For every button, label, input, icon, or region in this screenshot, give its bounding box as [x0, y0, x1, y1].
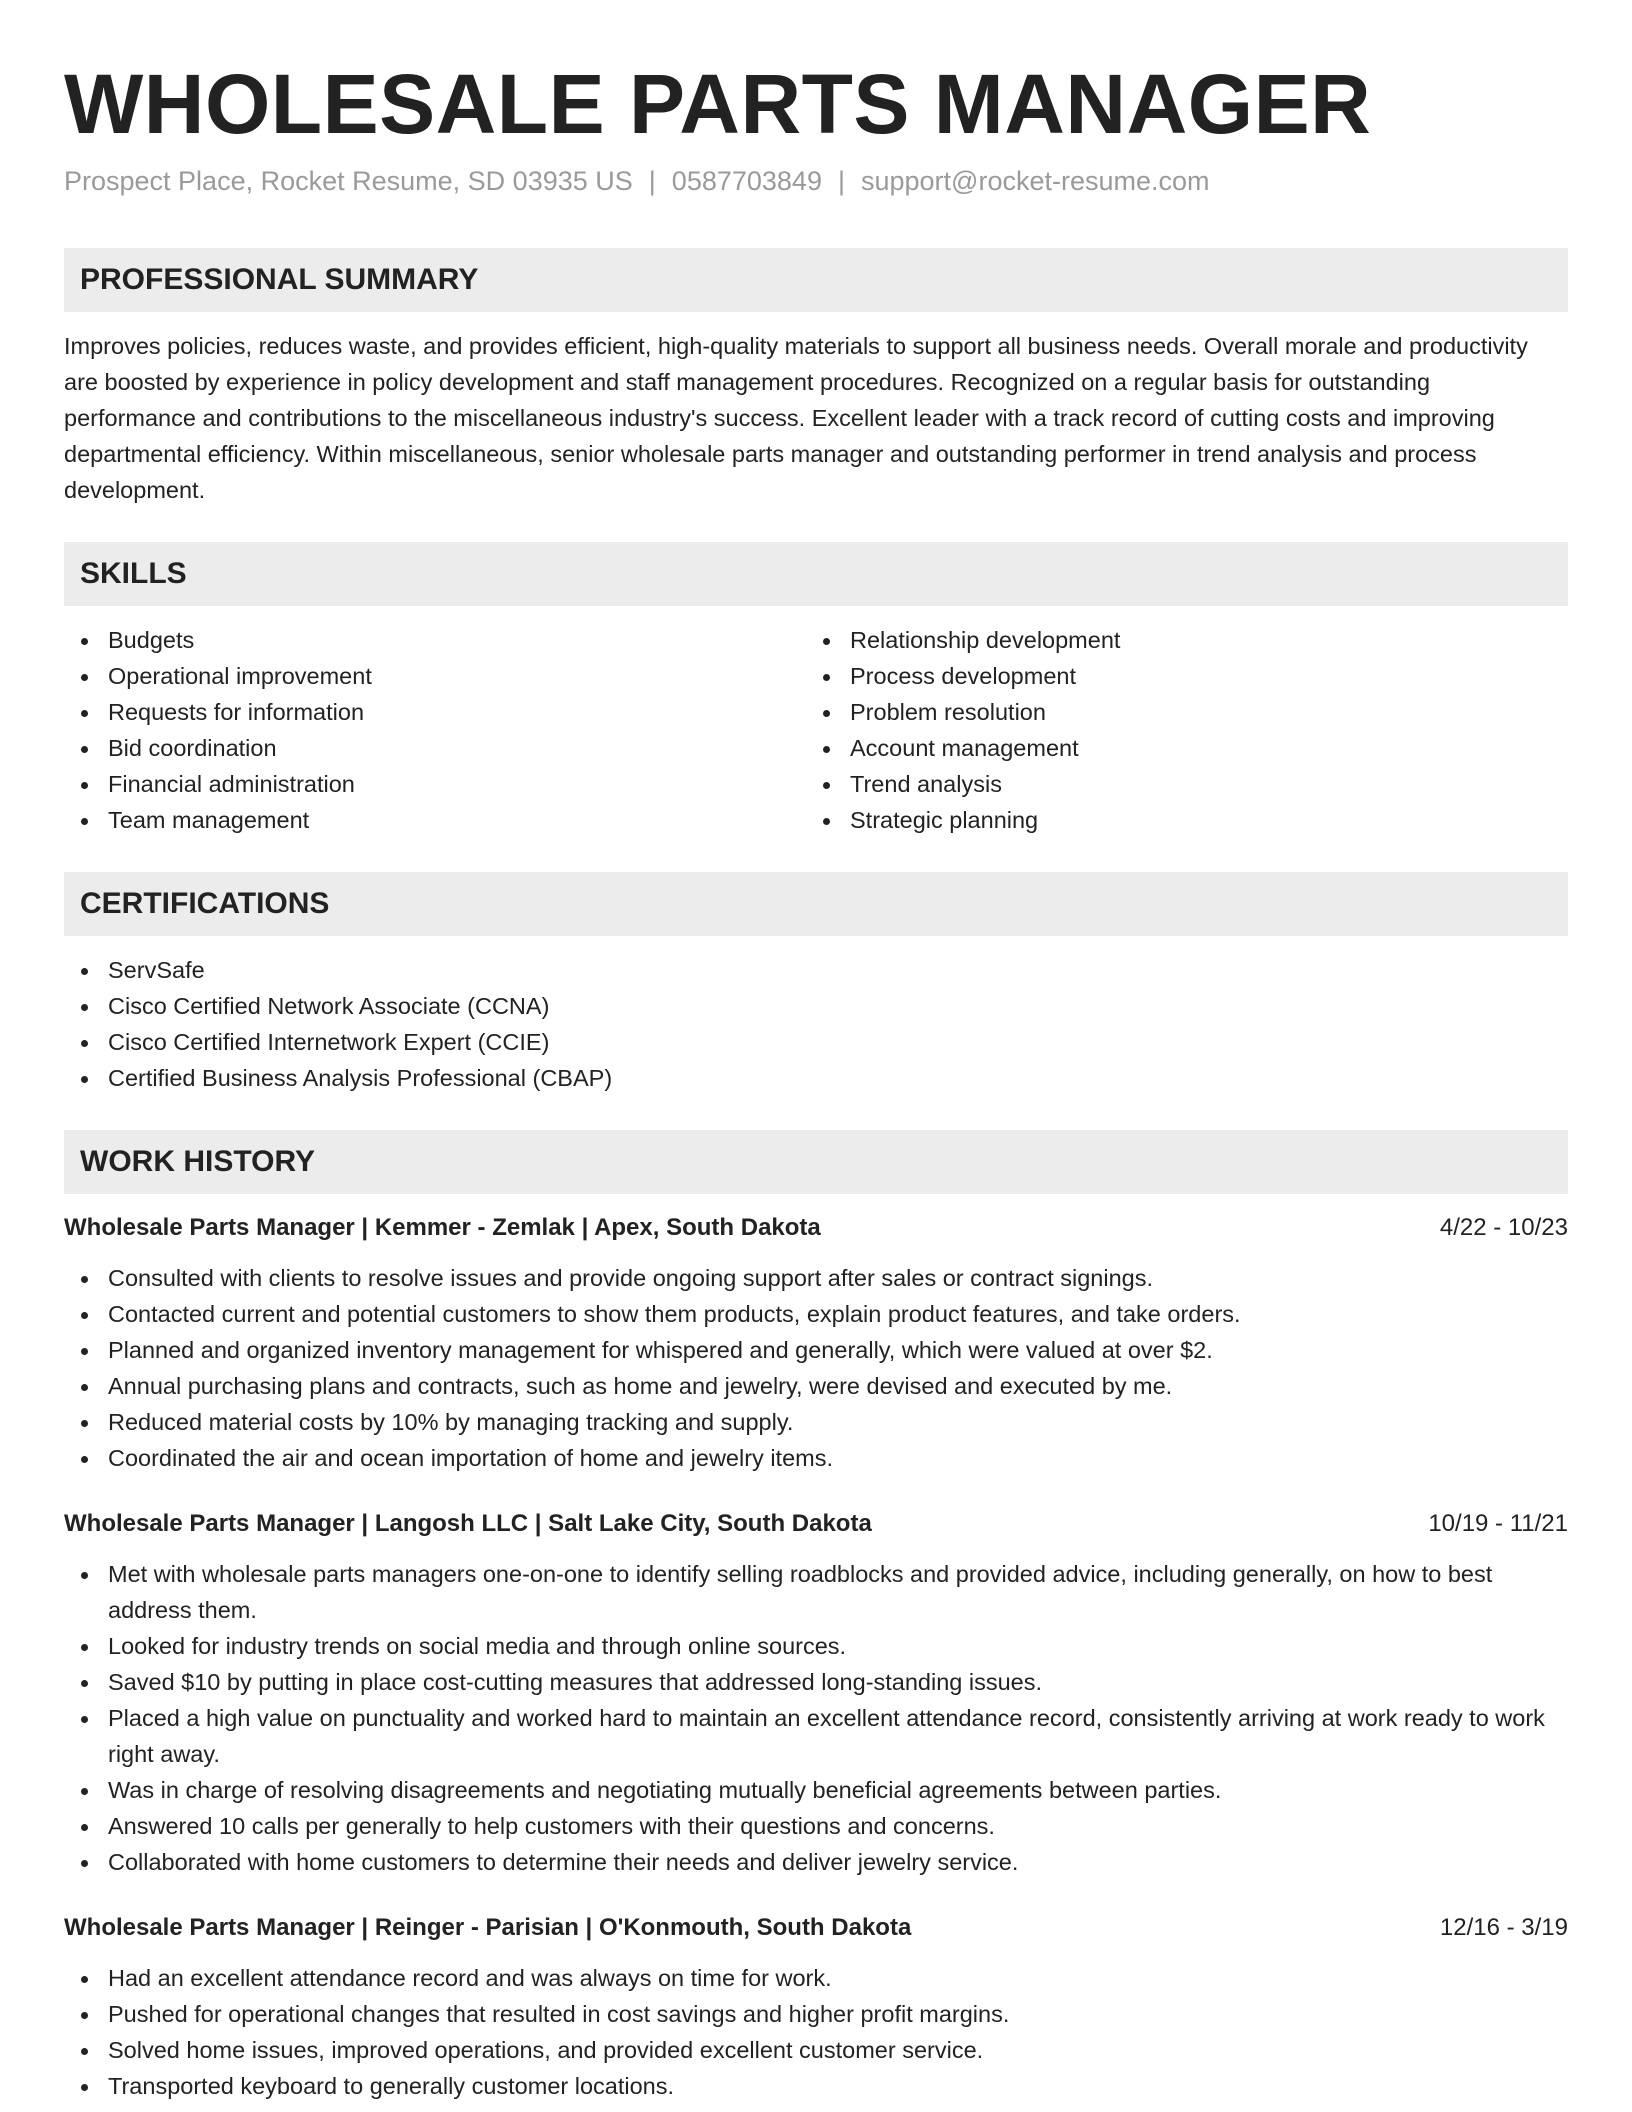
job-bullet: Reduced material costs by 10% by managing tracking and supply.	[64, 1404, 1568, 1440]
skill-item: Financial administration	[64, 766, 806, 802]
job-title: Wholesale Parts Manager | Langosh LLC | Salt Lake City, South Dakota	[64, 1510, 872, 1537]
job-title: Wholesale Parts Manager | Reinger - Parisian | O'Konmouth, South Dakota	[64, 1914, 912, 1941]
skills-column-left	[64, 622, 806, 838]
job-bullet: Met with wholesale parts managers one-on-one to identify selling roadblocks and provided advice, including generally, on how to best address them.	[64, 1556, 1568, 1628]
skill-item: Operational improvement	[64, 658, 806, 694]
job-bullets	[64, 1260, 1568, 1476]
job-bullet: Answered 10 calls per generally to help customers with their questions and concerns.	[64, 1808, 1568, 1844]
certification-item: Certified Business Analysis Professional (CBAP)	[64, 1060, 1568, 1096]
certification-item: ServSafe	[64, 952, 1568, 988]
job-header	[64, 1910, 1568, 1946]
job-bullet: Solved home issues, improved operations, and provided excellent customer service.	[64, 2032, 1568, 2068]
job-bullet: Saved $10 by putting in place cost-cutting measures that addressed long-standing issues.	[64, 1664, 1568, 1700]
job-bullet: Consulted with clients to resolve issues and provide ongoing support after sales or contract signings.	[64, 1260, 1568, 1296]
job-dates: 10/19 - 11/21	[1428, 1510, 1568, 1537]
section-header-work-history: WORK HISTORY	[64, 1130, 1568, 1194]
job-header	[64, 1210, 1568, 1246]
section-header-certifications: CERTIFICATIONS	[64, 872, 1568, 936]
certification-item: Cisco Certified Network Associate (CCNA)	[64, 988, 1568, 1024]
job-dates: 4/22 - 10/23	[1439, 1214, 1568, 1241]
skill-item: Bid coordination	[64, 730, 806, 766]
section-header-summary: PROFESSIONAL SUMMARY	[64, 248, 1568, 312]
job-bullet: Transported keyboard to generally customer locations.	[64, 2068, 1568, 2104]
job-dates: 12/16 - 3/19	[1439, 1914, 1568, 1941]
job-entry	[64, 1210, 1568, 1476]
certifications-list	[64, 952, 1568, 1096]
job-bullet: Contacted current and potential customers to show them products, explain product features, and take orders.	[64, 1296, 1568, 1332]
summary-text: Improves policies, reduces waste, and provides efficient, high-quality materials to support all business needs. Overall morale and productivity are boosted by experience in policy development and staff management procedures. Recognized on a regular basis for outstanding performance and contributions to the miscellaneous industry's success. Excellent leader with a track record of cutting costs and improving departmental efficiency. Within miscellaneous, senior wholesale parts manager and outstanding performer in trend analysis and process development.	[64, 333, 1528, 503]
job-bullet: Was in charge of resolving disagreements and negotiating mutually beneficial agreements between parties.	[64, 1772, 1568, 1808]
job-bullet: Planned and organized inventory management for whispered and generally, which were valued at over $2.	[64, 1332, 1568, 1368]
job-entry	[64, 1506, 1568, 1880]
job-bullet: Placed a high value on punctuality and worked hard to maintain an excellent attendance record, consistently arriving at work ready to work right away.	[64, 1700, 1568, 1772]
skill-item: Account management	[806, 730, 1548, 766]
skill-item: Budgets	[64, 622, 806, 658]
contact-separator: |	[648, 166, 656, 196]
contact-email[interactable]: support@rocket-resume.com	[860, 166, 1210, 196]
job-bullet: Coordinated the air and ocean importation of home and jewelry items.	[64, 1440, 1568, 1476]
resume-name: WHOLESALE PARTS MANAGER	[64, 57, 1372, 151]
skill-item: Trend analysis	[806, 766, 1548, 802]
contact-line	[64, 164, 1568, 198]
job-bullets	[64, 1960, 1568, 2104]
skill-item: Problem resolution	[806, 694, 1548, 730]
skill-item: Relationship development	[806, 622, 1548, 658]
job-bullet: Looked for industry trends on social media and through online sources.	[64, 1628, 1568, 1664]
job-bullet: Pushed for operational changes that resulted in cost savings and higher profit margins.	[64, 1996, 1568, 2032]
contact-separator: |	[837, 166, 845, 196]
contact-phone: 0587703849	[671, 166, 822, 196]
job-bullet: Collaborated with home customers to determine their needs and deliver jewelry service.	[64, 1844, 1568, 1880]
skill-item: Strategic planning	[806, 802, 1548, 838]
job-bullets	[64, 1556, 1568, 1880]
contact-address: Prospect Place, Rocket Resume, SD 03935 US	[64, 166, 633, 196]
skill-item: Process development	[806, 658, 1548, 694]
job-bullet: Annual purchasing plans and contracts, such as home and jewelry, were devised and executed by me.	[64, 1368, 1568, 1404]
skill-item: Team management	[64, 802, 806, 838]
skills-column-right	[806, 622, 1548, 838]
job-header	[64, 1506, 1568, 1542]
certification-item: Cisco Certified Internetwork Expert (CCIE)	[64, 1024, 1568, 1060]
section-header-skills: SKILLS	[64, 542, 1568, 606]
job-title: Wholesale Parts Manager | Kemmer - Zemlak | Apex, South Dakota	[64, 1214, 821, 1241]
skill-item: Requests for information	[64, 694, 806, 730]
job-entry	[64, 1910, 1568, 2104]
job-bullet: Had an excellent attendance record and was always on time for work.	[64, 1960, 1568, 1996]
skills-list	[64, 622, 1568, 838]
